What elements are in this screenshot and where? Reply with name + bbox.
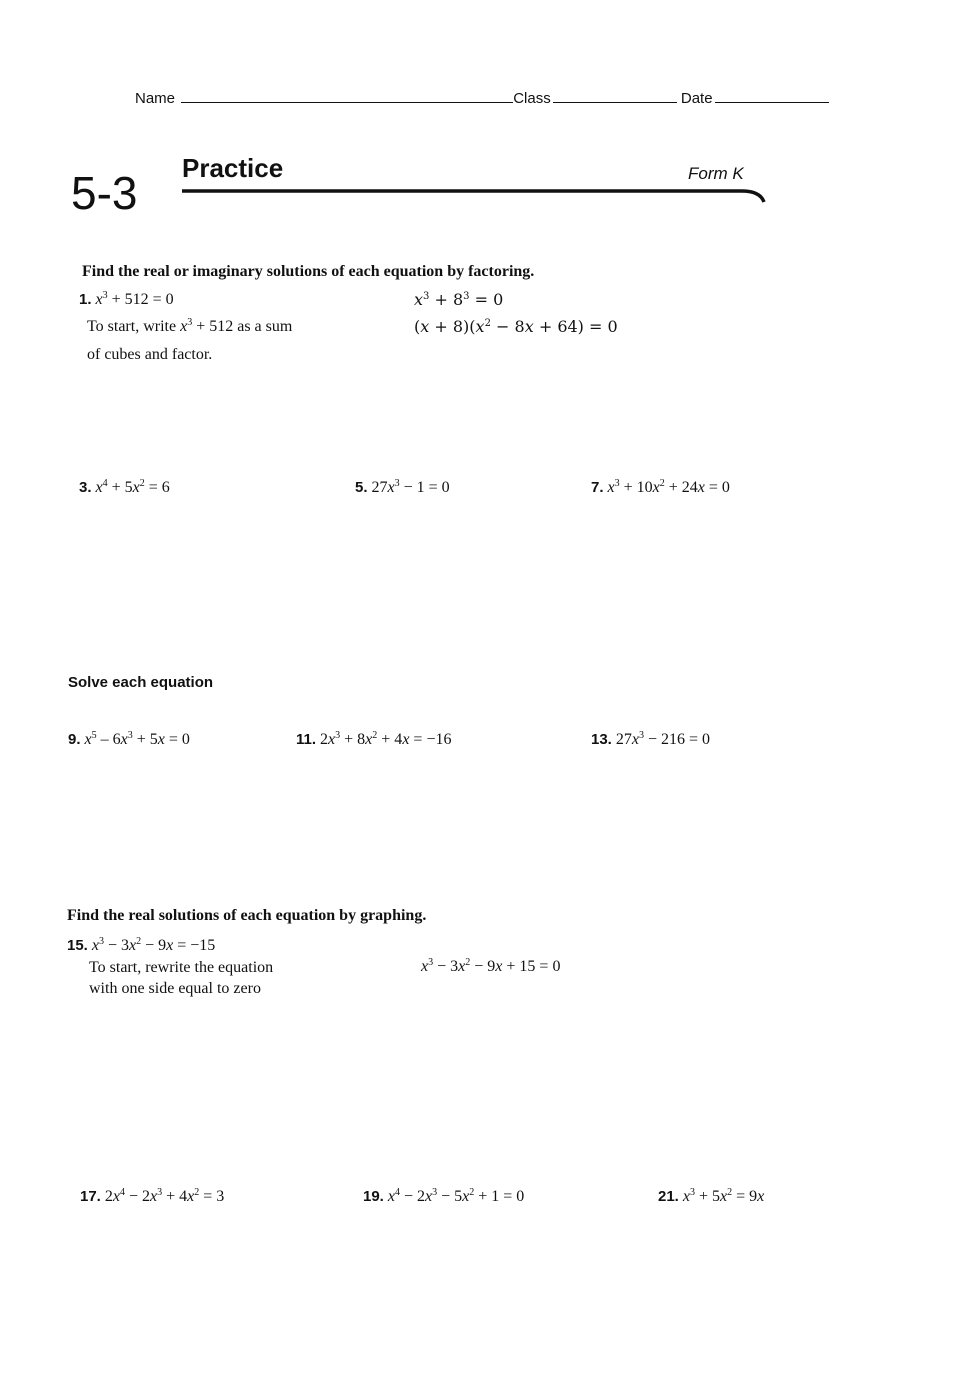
problem-1-equation: $x^3 + 512 = 0$	[95, 290, 174, 308]
problem-17	[80, 1188, 224, 1206]
problem-11-number: 11.	[296, 731, 317, 748]
problem-5-equation: $27x^3 - 1 = 0$	[371, 478, 450, 496]
problem-1-step2: $(x + 8)(x^2 - 8x + 64) = 0$	[414, 317, 618, 336]
class-label: Class	[513, 90, 551, 107]
problem-15-hint-line2: with one side equal to zero	[89, 980, 261, 997]
problem-15	[67, 937, 215, 955]
name-field[interactable]	[181, 88, 513, 103]
problem-15-equation: $x^3 - 3x^2 - 9x = -15$	[91, 936, 216, 954]
problem-5	[355, 479, 450, 497]
date-label: Date	[680, 90, 713, 107]
section3-instruction: Find the real solutions of each equation by graphing.	[67, 907, 427, 924]
problem-21	[658, 1188, 764, 1206]
date-field[interactable]	[715, 88, 829, 103]
problem-15-hint-line1: To start, rewrite the equation	[89, 959, 274, 976]
class-field[interactable]	[553, 88, 677, 103]
problem-13-equation: $27x^3 - 216 = 0$	[615, 730, 711, 748]
problem-13-number: 13.	[591, 731, 612, 748]
section1-instruction: Find the real or imaginary solutions of each equation by factoring.	[82, 263, 535, 280]
problem-17-number: 17.	[80, 1188, 101, 1205]
problem-1-hint-line2: of cubes and factor.	[87, 346, 213, 363]
page-title: Practice	[182, 153, 284, 183]
problem-5-number: 5.	[355, 479, 368, 496]
problem-19	[363, 1188, 524, 1206]
problem-1-hint-line1: To start, write $x^3 + 512$ as a sum	[87, 317, 293, 335]
header-name-class-date	[135, 88, 829, 107]
problem-15-step1: $x^3 - 3x^2 - 9x + 15 = 0$	[421, 957, 561, 975]
problem-11	[296, 731, 451, 749]
problem-19-number: 19.	[363, 1188, 384, 1205]
problem-21-equation: $x^3 + 5x^2 = 9x$	[682, 1187, 765, 1205]
name-label: Name	[135, 90, 176, 107]
problem-1-step1: $x^3 + 8^3 = 0$	[414, 290, 504, 309]
title-rule	[180, 186, 772, 210]
problem-21-number: 21.	[658, 1188, 679, 1205]
problem-7	[591, 479, 730, 497]
problem-11-equation: $2x^3 + 8x^2 + 4x = -16$	[320, 730, 452, 748]
problem-7-equation: $x^3 + 10x^2 + 24x = 0$	[607, 478, 730, 496]
problem-3	[79, 479, 170, 497]
problem-9	[68, 731, 190, 749]
problem-1-number: 1.	[79, 291, 92, 308]
lesson-number: 5-3	[71, 167, 138, 219]
problem-15-number: 15.	[67, 937, 88, 954]
section2-instruction: Solve each equation	[68, 674, 214, 691]
problem-13	[591, 731, 710, 749]
problem-1	[79, 291, 174, 309]
problem-17-equation: $2x^4 - 2x^3 + 4x^2 = 3$	[104, 1187, 225, 1205]
problem-9-equation: $x^5 - 6x^3 + 5x = 0$	[84, 730, 190, 748]
problem-3-number: 3.	[79, 479, 92, 496]
form-label: Form K	[688, 164, 744, 183]
problem-7-number: 7.	[591, 479, 604, 496]
problem-19-equation: $x^4 - 2x^3 - 5x^2 + 1 = 0$	[387, 1187, 525, 1205]
problem-3-equation: $x^4 + 5x^2 = 6$	[95, 478, 170, 496]
problem-9-number: 9.	[68, 731, 81, 748]
